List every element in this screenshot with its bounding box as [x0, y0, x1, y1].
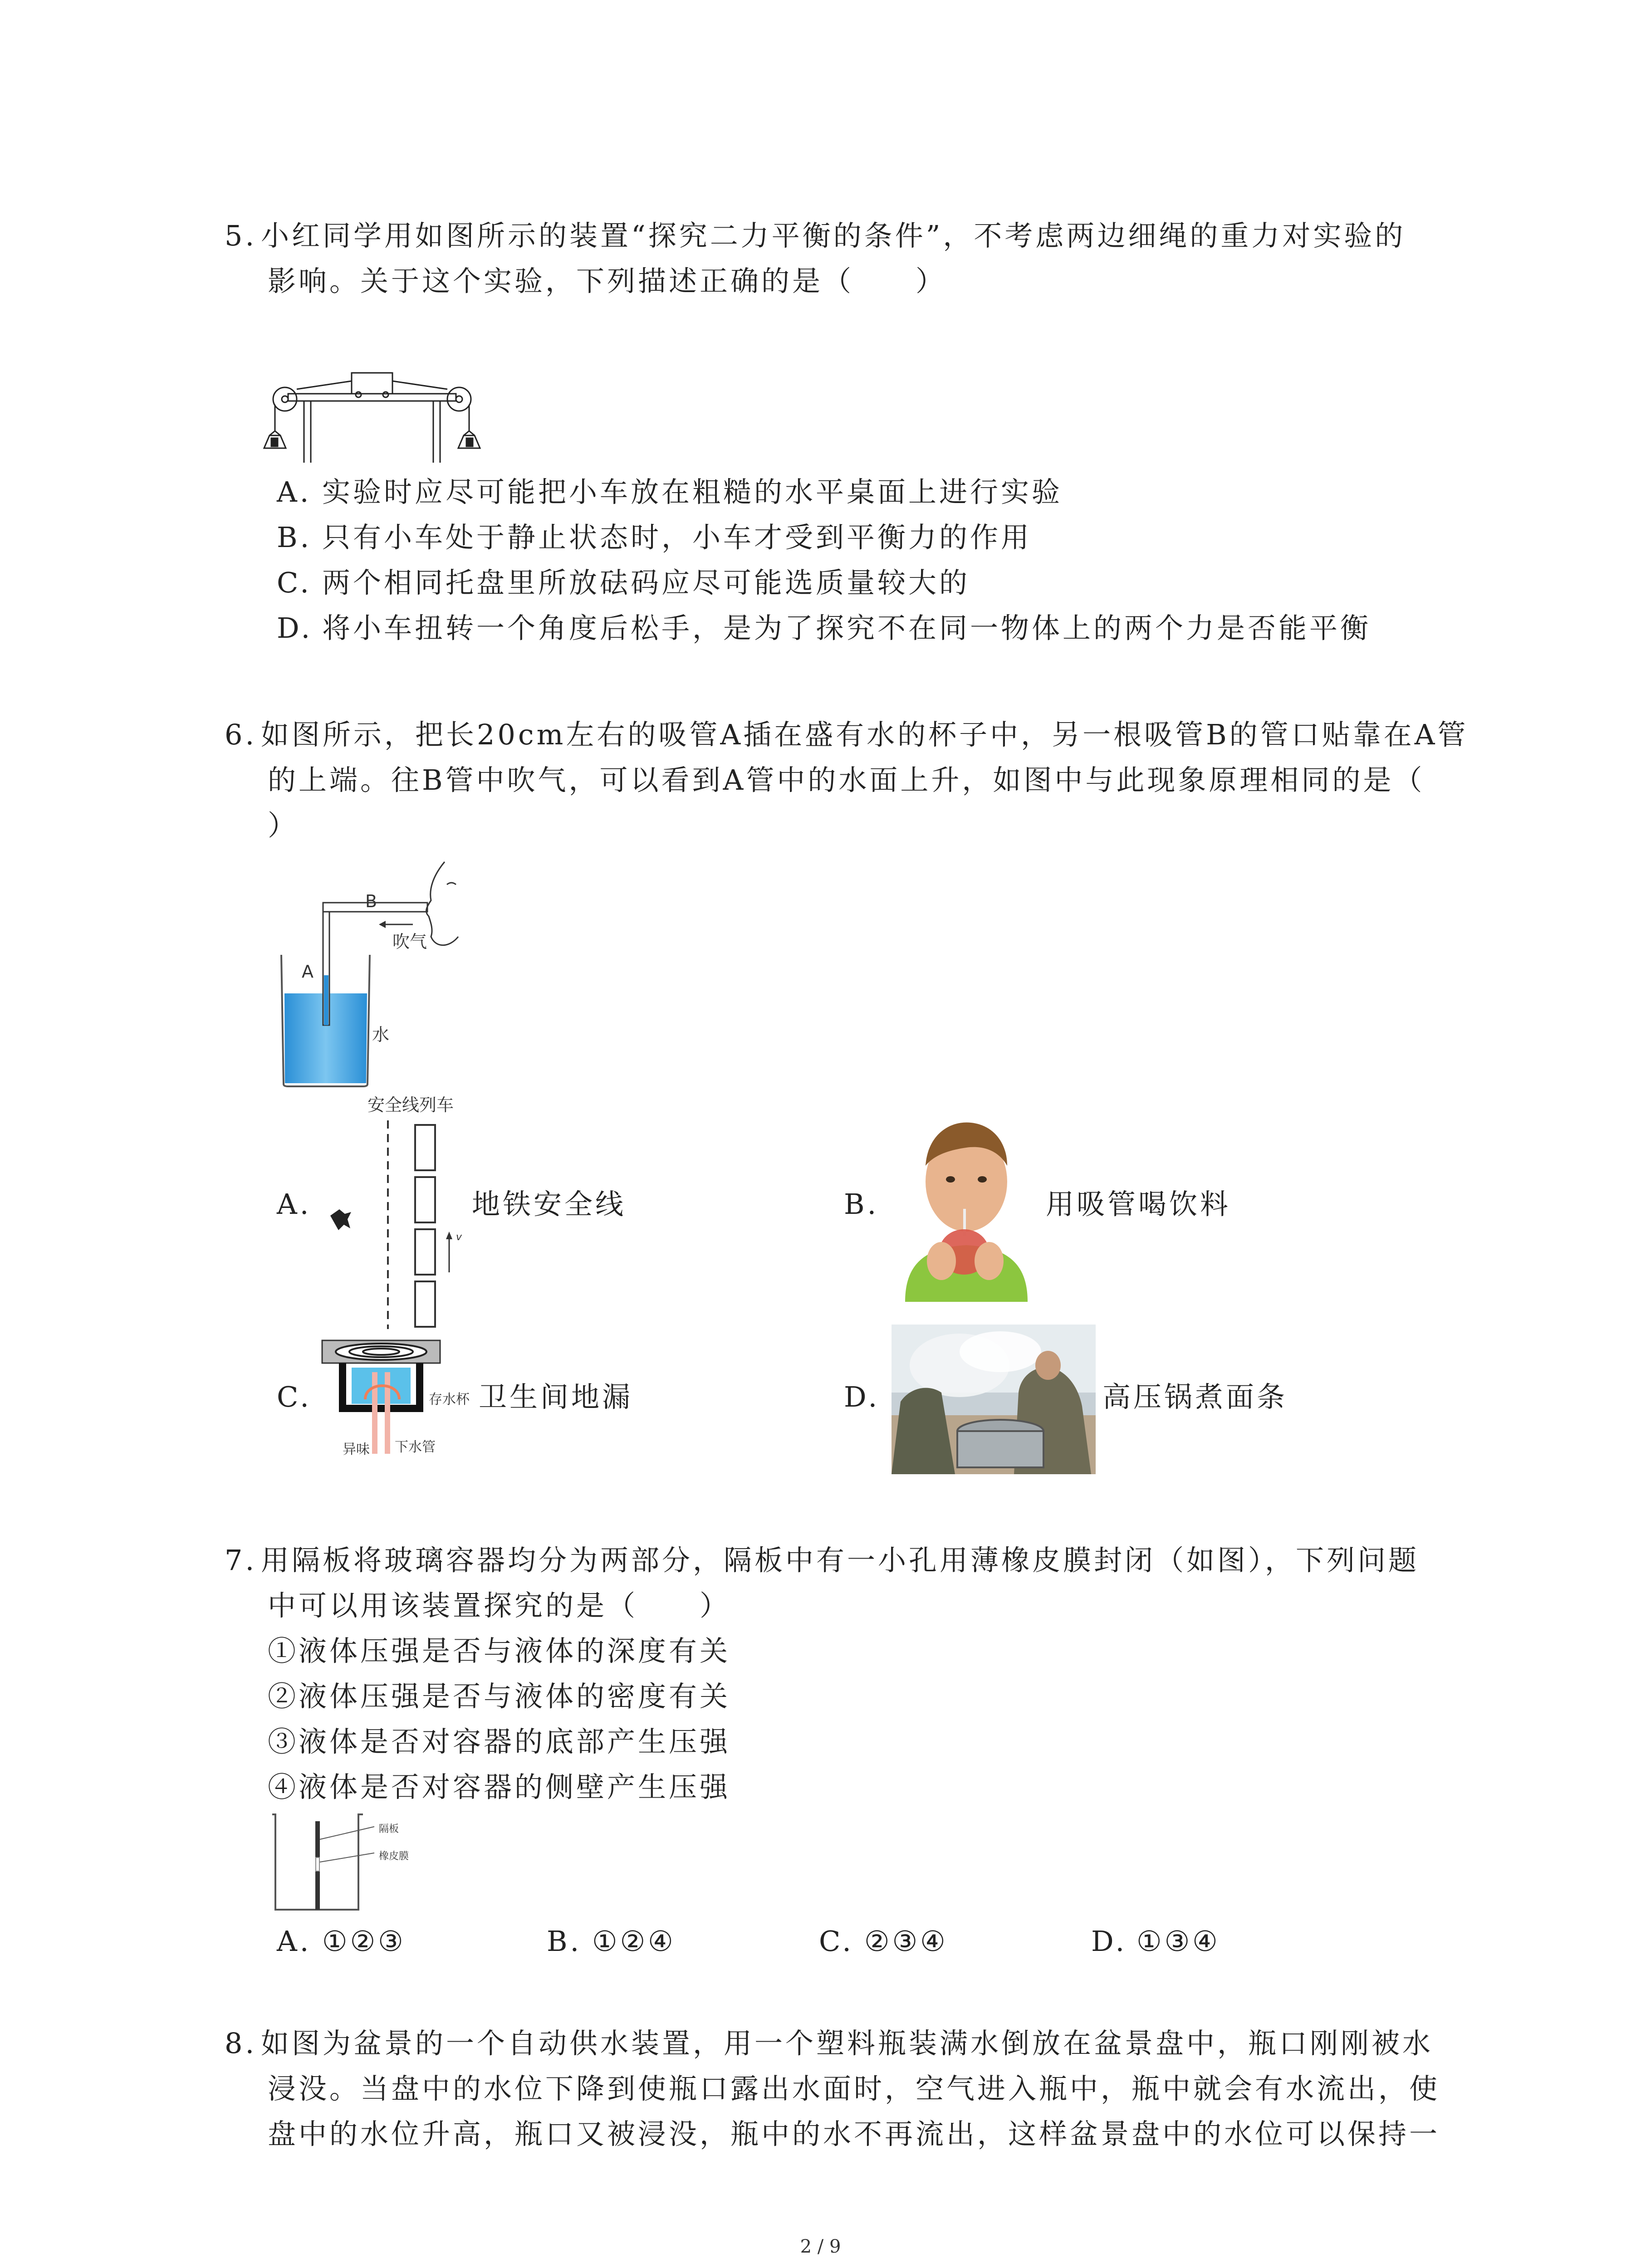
q5-stem-line2: 影响。关于这个实验，下列描述正确的是（ ）	[268, 264, 947, 298]
q6-label-blow: 吹气	[392, 932, 427, 952]
q7-option-d: D. ①③④	[1091, 1925, 1220, 1958]
q5-option-b: B. 只有小车处于静止状态时，小车才受到平衡力的作用	[277, 521, 1032, 554]
q7-option-c: C. ②③④	[819, 1925, 948, 1958]
page-number: 2 / 9	[800, 2236, 841, 2257]
q6-label-water: 水	[372, 1025, 390, 1045]
q7-item-3: ③液体是否对容器的底部产生压强	[268, 1725, 731, 1758]
q8-stem-line1: 8. 如图为盆景的一个自动供水装置，用一个塑料瓶装满水倒放在盆景盘中，瓶口刚刚被水	[225, 2021, 1433, 2066]
q7-label-partition: 隔板	[379, 1823, 399, 1835]
q6-label-a: A	[302, 962, 314, 982]
q7-figure-partitioned-container	[270, 1812, 374, 1914]
q5-option-a: A. 实验时应尽可能把小车放在粗糙的水平桌面上进行实验	[277, 475, 1063, 508]
q6-option-d-label: D.	[844, 1380, 880, 1413]
q6-c-fig-pipe: 下水管	[395, 1439, 436, 1455]
q7-option-b: B. ①②④	[547, 1925, 676, 1958]
q8-stem-line3: 盘中的水位升高，瓶口又被浸没，瓶中的水不再流出，这样盆景盘中的水位可以保持一	[268, 2117, 1440, 2151]
q7-item-4: ④液体是否对容器的侧壁产生压强	[268, 1770, 731, 1804]
q7-item-2: ②液体压强是否与液体的密度有关	[268, 1680, 731, 1713]
q8-stem-line2: 浸没。当盘中的水位下降到使瓶口露出水面时，空气进入瓶中，瓶中就会有水流出，使	[268, 2072, 1440, 2105]
q6-option-c-text: 卫生间地漏	[479, 1380, 633, 1413]
q6-d-figure-pressure-cooker	[892, 1325, 1096, 1474]
q5-option-d: D. 将小车扭转一个角度后松手，是为了探究不在同一物体上的两个力是否能平衡	[277, 611, 1372, 645]
q6-a-fig-title: 安全线列车	[367, 1095, 454, 1115]
q6-b-figure-boy-drinking	[896, 1116, 1037, 1302]
q7-option-a: A. ①②③	[277, 1925, 406, 1958]
q6-option-b-text: 用吸管喝饮料	[1046, 1188, 1231, 1221]
q6-a-figure-subway	[318, 1120, 454, 1329]
q6-option-b-label: B.	[844, 1188, 879, 1221]
q5-option-c: C. 两个相同托盘里所放砝码应尽可能选质量较大的	[277, 566, 970, 599]
q6-stem-line2: 的上端。往B管中吹气，可以看到A管中的水面上升，如图中与此现象原理相同的是（	[268, 763, 1425, 797]
q5-number: 5.	[225, 219, 257, 252]
q7-number: 7.	[225, 1544, 257, 1577]
q6-option-c-label: C.	[277, 1380, 312, 1413]
q6-option-a-text: 地铁安全线	[472, 1188, 627, 1221]
q7-label-membrane: 橡皮膜	[379, 1851, 409, 1862]
q6-a-fig-v: v	[456, 1232, 462, 1243]
q5-stem-line1: 5. 小红同学用如图所示的装置“探究二力平衡的条件”，不考虑两边细绳的重力对实验的	[225, 213, 1406, 259]
q7-stem-line2: 中可以用该装置探究的是（ ）	[268, 1589, 731, 1622]
q6-label-b: B	[365, 891, 377, 911]
q5-figure-balance-apparatus	[268, 363, 476, 467]
q8-number: 8.	[225, 2027, 257, 2060]
q6-stem-line1: 6. 如图所示，把长20cm左右的吸管A插在盛有水的杯子中，另一根吸管B的管口贴靠在A管	[225, 712, 1469, 758]
q7-stem-line1: 7. 用隔板将玻璃容器均分为两部分，隔板中有一小孔用薄橡皮膜封闭（如图），下列问题	[225, 1538, 1419, 1583]
q6-c-fig-cup: 存水杯	[429, 1392, 470, 1408]
q6-option-d-text: 高压锅煮面条	[1102, 1380, 1288, 1413]
q6-option-a-label: A.	[277, 1188, 312, 1221]
q6-number: 6.	[225, 718, 257, 751]
q7-item-1: ①液体压强是否与液体的深度有关	[268, 1634, 731, 1667]
q6-stem-line3: ）	[268, 809, 299, 842]
q6-c-fig-smell: 异味	[343, 1442, 370, 1457]
